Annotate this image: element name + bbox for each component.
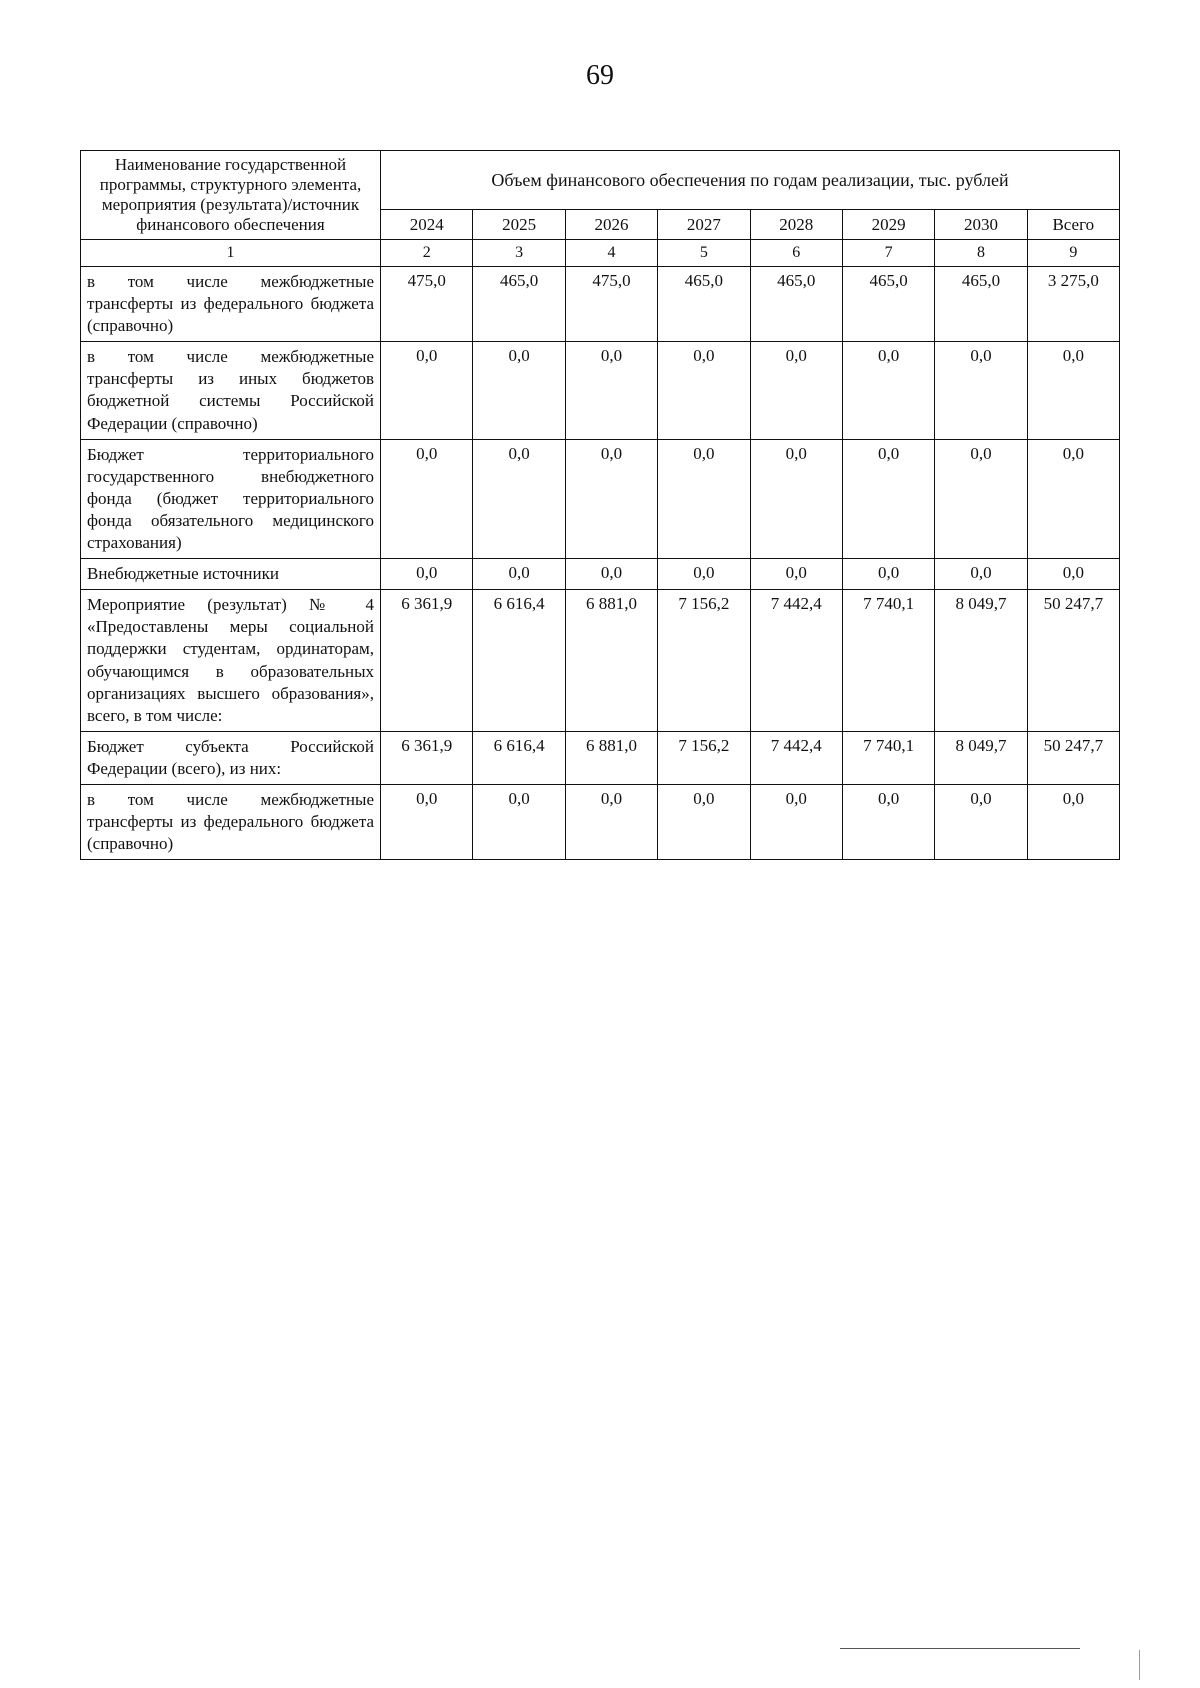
table-row	[81, 342, 1120, 439]
cell-value: 8 049,7	[935, 590, 1027, 732]
table-row	[81, 439, 1120, 558]
cell-value: 0,0	[842, 784, 934, 859]
header-year: 2027	[658, 210, 750, 240]
cell-value: 7 442,4	[750, 590, 842, 732]
cell-value: 0,0	[658, 559, 750, 590]
cell-value: 0,0	[381, 439, 473, 558]
row-name: в том числе межбюджетные трансферты из федерального бюджета (справочно)	[81, 267, 381, 342]
header-year: 2030	[935, 210, 1027, 240]
column-number-row	[81, 240, 1120, 267]
cell-value: 475,0	[381, 267, 473, 342]
cell-total: 3 275,0	[1027, 267, 1119, 342]
cell-value: 0,0	[935, 559, 1027, 590]
table-row	[81, 731, 1120, 784]
cell-value: 0,0	[750, 784, 842, 859]
cell-value: 0,0	[473, 784, 565, 859]
column-number: 2	[381, 240, 473, 267]
header-year: 2028	[750, 210, 842, 240]
header-total: Всего	[1027, 210, 1119, 240]
cell-value: 6 361,9	[381, 731, 473, 784]
cell-value: 0,0	[658, 342, 750, 439]
column-number: 1	[81, 240, 381, 267]
cell-value: 0,0	[565, 439, 657, 558]
cell-value: 6 881,0	[565, 590, 657, 732]
cell-value: 465,0	[473, 267, 565, 342]
row-name: Мероприятие (результат) № 4 «Предоставлены меры социальной поддержки студентам, ординаторам, обучающимся в образовательных организациях высшего образования», всего, в том числе:	[81, 590, 381, 732]
cell-value: 6 881,0	[565, 731, 657, 784]
cell-value: 7 156,2	[658, 731, 750, 784]
cell-value: 0,0	[750, 342, 842, 439]
scan-mark	[1139, 1650, 1140, 1680]
table-row	[81, 784, 1120, 859]
cell-value: 0,0	[935, 439, 1027, 558]
row-name: Бюджет субъекта Российской Федерации (всего), из них:	[81, 731, 381, 784]
cell-total: 0,0	[1027, 559, 1119, 590]
header-year: 2029	[842, 210, 934, 240]
cell-value: 0,0	[750, 559, 842, 590]
cell-value: 0,0	[473, 439, 565, 558]
cell-value: 0,0	[473, 559, 565, 590]
cell-value: 0,0	[565, 342, 657, 439]
row-name: Внебюджетные источники	[81, 559, 381, 590]
cell-value: 0,0	[842, 439, 934, 558]
table-row	[81, 590, 1120, 732]
column-number: 7	[842, 240, 934, 267]
cell-value: 0,0	[565, 784, 657, 859]
header-year: 2024	[381, 210, 473, 240]
cell-value: 0,0	[935, 784, 1027, 859]
cell-value: 0,0	[473, 342, 565, 439]
financing-table	[80, 150, 1120, 860]
cell-value: 6 361,9	[381, 590, 473, 732]
cell-total: 0,0	[1027, 342, 1119, 439]
cell-total: 50 247,7	[1027, 731, 1119, 784]
cell-value: 0,0	[842, 559, 934, 590]
header-year: 2025	[473, 210, 565, 240]
cell-value: 0,0	[565, 559, 657, 590]
financing-table-container	[80, 150, 1120, 860]
cell-value: 6 616,4	[473, 590, 565, 732]
table-row	[81, 559, 1120, 590]
footer-rule	[840, 1648, 1080, 1649]
cell-value: 7 442,4	[750, 731, 842, 784]
cell-value: 475,0	[565, 267, 657, 342]
header-name-cell: Наименование государственной программы, структурного элемента, мероприятия (результата)/источник финансового обеспечения	[81, 151, 381, 240]
cell-value: 0,0	[842, 342, 934, 439]
column-number: 5	[658, 240, 750, 267]
page-number: 69	[586, 60, 614, 91]
row-name: в том числе межбюджетные трансферты из иных бюджетов бюджетной системы Российской Федерации (справочно)	[81, 342, 381, 439]
column-number: 6	[750, 240, 842, 267]
table-header	[81, 151, 1120, 267]
cell-value: 7 740,1	[842, 590, 934, 732]
row-name: Бюджет территориального государственного внебюджетного фонда (бюджет территориального фонда обязательного медицинского страхования)	[81, 439, 381, 558]
column-number: 8	[935, 240, 1027, 267]
header-year: 2026	[565, 210, 657, 240]
cell-value: 0,0	[658, 784, 750, 859]
cell-value: 0,0	[381, 342, 473, 439]
table-body	[81, 267, 1120, 860]
column-number: 4	[565, 240, 657, 267]
cell-total: 0,0	[1027, 439, 1119, 558]
cell-value: 6 616,4	[473, 731, 565, 784]
cell-value: 7 156,2	[658, 590, 750, 732]
cell-value: 7 740,1	[842, 731, 934, 784]
row-name: в том числе межбюджетные трансферты из федерального бюджета (справочно)	[81, 784, 381, 859]
cell-total: 50 247,7	[1027, 590, 1119, 732]
cell-value: 465,0	[658, 267, 750, 342]
cell-value: 0,0	[935, 342, 1027, 439]
cell-total: 0,0	[1027, 784, 1119, 859]
column-number: 9	[1027, 240, 1119, 267]
cell-value: 465,0	[750, 267, 842, 342]
cell-value: 0,0	[750, 439, 842, 558]
cell-value: 8 049,7	[935, 731, 1027, 784]
cell-value: 0,0	[381, 559, 473, 590]
cell-value: 0,0	[381, 784, 473, 859]
cell-value: 0,0	[658, 439, 750, 558]
table-row	[81, 267, 1120, 342]
header-group-cell: Объем финансового обеспечения по годам реализации, тыс. рублей	[381, 151, 1120, 210]
column-number: 3	[473, 240, 565, 267]
cell-value: 465,0	[842, 267, 934, 342]
cell-value: 465,0	[935, 267, 1027, 342]
